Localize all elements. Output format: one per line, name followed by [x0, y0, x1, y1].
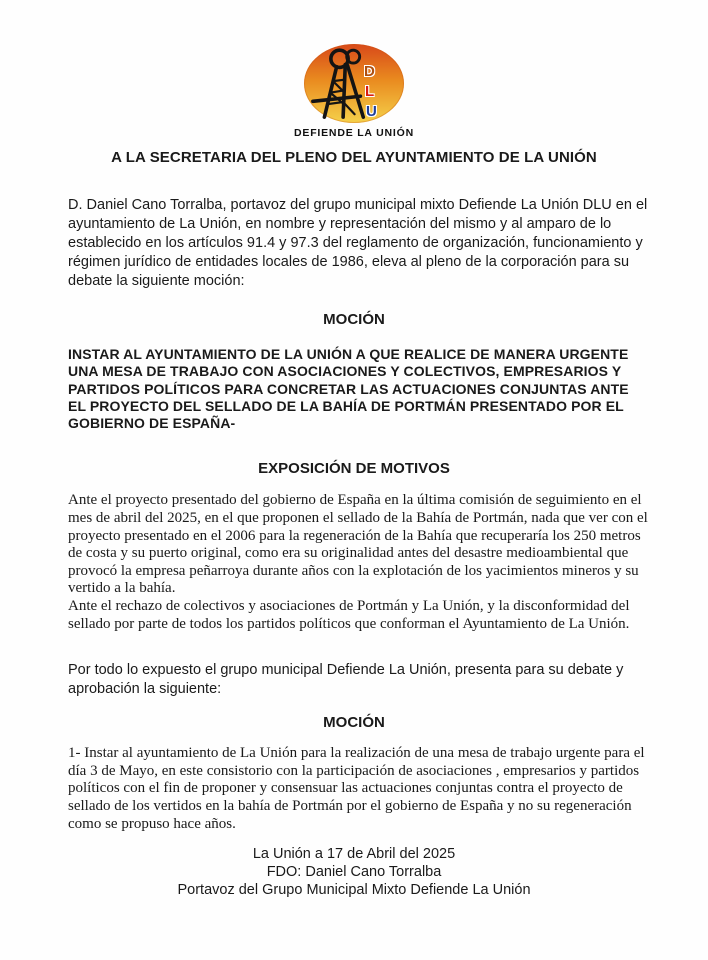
- intro-paragraph: D. Daniel Cano Torralba, portavoz del grupo municipal mixto Defiende La Unión DLU en el ayuntamiento de La Unión, en nombre y representación del mismo y al amparo de lo establecido en los artículos 91.4 y 97.3 del reglamento de organización, funcionamiento y régimen jurídico de entidades locales de 1986, eleva al pleno de la corporación para su debate la siguiente moción:: [68, 197, 648, 289]
- footer-signature: FDO: Daniel Cano Torralba: [266, 864, 442, 881]
- closing-lead: Por todo lo expuesto el grupo municipal Defiende La Unión, presenta para su debate y aprobación la siguiente:: [68, 662, 624, 698]
- logo-letter-u: U: [366, 103, 377, 120]
- logo-caption: DEFIENDE LA UNIÓN: [294, 127, 414, 139]
- footer-place-date: La Unión a 17 de Abril del 2025: [252, 846, 456, 863]
- exposicion-paragraph-2: Ante el rechazo de colectivos y asociaciones de Portmán y La Unión, y la disconformidad del sellado por parte de todos los partidos políticos que conforman el Ayuntamiento de La Unión.: [68, 598, 630, 632]
- footer-role: Portavoz del Grupo Municipal Mixto Defiende La Unión: [177, 882, 531, 899]
- logo-letter-l: L: [365, 83, 375, 100]
- signature-block: [0, 845, 708, 899]
- mocion-heading-2: MOCIÓN: [323, 714, 385, 732]
- exposicion-paragraph-1: Ante el proyecto presentado del gobierno de España en la última comisión de seguimiento en el mes de abril del 2025, en el que proponen el sellado de la Bahía de Portmán, nada que ver con el proyecto presentado en el 2006 para la regeneración de la Bahía que recuperaría los 250 metros de costa y su puerto original, como era su originalidad antes del desastre medioambiental que provocó la empresa peñarroya durante años con la explotación de los yacimientos mineros y su vertido a la bahía.: [68, 492, 648, 597]
- mocion-body: INSTAR AL AYUNTAMIENTO DE LA UNIÓN A QUE REALICE DE MANERA URGENTE UNA MESA DE TRABAJO CON ASOCIACIONES Y COLECTIVOS, EMPRESARIOS Y PARTIDOS POLÍTICOS PARA CONCRETAR LAS ACTUACIONES CONJUNTAS ANTE EL PROYECTO DEL SELLADO DE LA BAHÍA DE PORTMÁN PRESENTADO POR EL GOBIERNO DE ESPAÑA-: [68, 346, 629, 432]
- mocion-heading-1: MOCIÓN: [323, 311, 385, 328]
- logo-letter-d: D: [364, 63, 375, 80]
- mocion-item-1: 1- Instar al ayuntamiento de La Unión para la realización de una mesa de trabajo urgente para el día 3 de Mayo, en este consistorio con la participación de asociaciones , empresarios y partidos políticos con el fin de proponer y consensuar las actuaciones conjuntas contra el proyecto de sellado de los vertidos en la bahía de Portmán por el gobierno de España y no su regeneración como se propuso hace años.: [68, 745, 645, 832]
- address-heading: A LA SECRETARIA DEL PLENO DEL AYUNTAMIENTO DE LA UNIÓN: [111, 149, 597, 166]
- exposicion-heading: EXPOSICIÓN DE MOTIVOS: [258, 460, 450, 478]
- logo: [0, 0, 708, 139]
- logo-circle: [304, 44, 404, 123]
